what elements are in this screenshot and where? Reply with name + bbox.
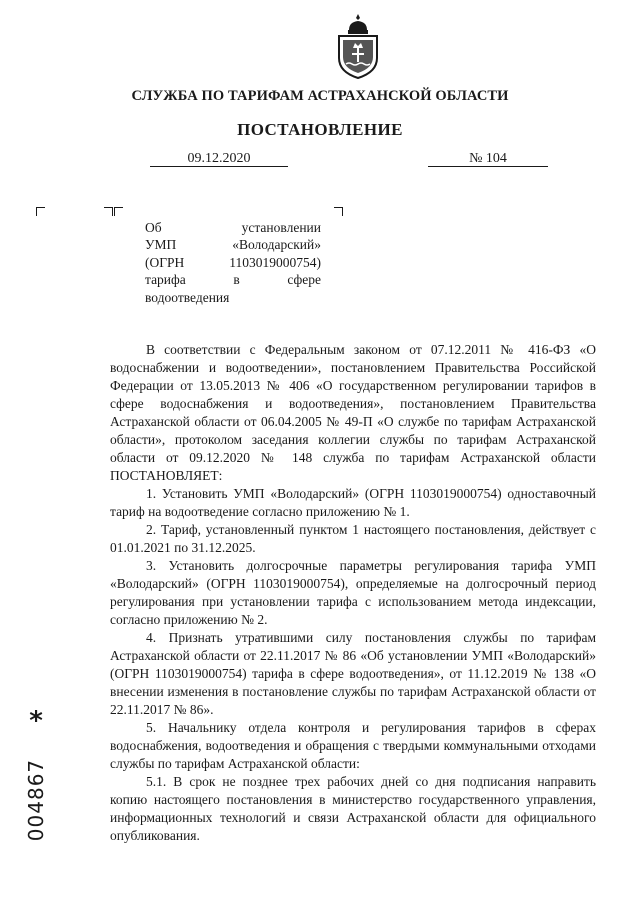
- subject-line: тарифа в сфере: [145, 272, 321, 288]
- document-type-title: ПОСТАНОВЛЕНИЕ: [237, 120, 403, 139]
- asterisk-mark: *: [29, 706, 43, 736]
- corner-mark-subject-left: [104, 207, 113, 216]
- corner-mark-subject-right: [334, 207, 343, 216]
- clause-3: 3. Установить долгосрочные параметры регулирования тарифа УМП «Володарский» (ОГРН 1103019000754), определяемые на долгосрочный период регулирования при установлении тарифа с использованием метода индексации, согласно приложению № 2.: [110, 558, 596, 627]
- organization-name: СЛУЖБА ПО ТАРИФАМ АСТРАХАНСКОЙ ОБЛАСТИ: [131, 88, 509, 104]
- subject-line: УМП «Володарский»: [145, 237, 321, 253]
- document-number: № 104: [428, 152, 548, 167]
- subject-line: водоотведения: [145, 289, 230, 305]
- registration-code: 004867: [24, 758, 48, 842]
- clause-5: 5. Начальнику отдела контроля и регулирования тарифов в сферах водоснабжения, водоотведения и обращения с твердыми коммунальными отходами службы по тарифам Астраханской области:: [110, 720, 596, 771]
- subject-line: Об установлении: [145, 220, 321, 235]
- corner-mark-left: [36, 207, 45, 216]
- document-date: 09.12.2020: [150, 152, 288, 167]
- clause-5-1: 5.1. В срок не позднее трех рабочих дней со дня подписания направить копию настоящего постановления в министерство государственного управления, информационных технологий и связи Астраханской области для официального опубликования.: [110, 774, 596, 843]
- preamble-paragraph: В соответствии с Федеральным законом от 07.12.2011 № 416-ФЗ «О водоснабжении и водоотведении», постановлением Правительства Российской Федерации от 13.05.2013 № 406 «О государственном регулировании тарифов в сфере водоснабжения и водоотведения», постановлением Правительства Астраханской области от 06.04.2005 № 49-П «О службе по тарифам Астраханской области», протоколом заседания коллегии службы по тарифам Астраханской области от 09.12.2020 № 148 служба по тарифам Астраханской области ПОСТАНОВЛЯЕТ:: [110, 342, 596, 483]
- corner-mark-subject-left-2: [114, 207, 123, 216]
- registration-stamp: [24, 708, 48, 858]
- coat-of-arms-icon: [333, 12, 383, 80]
- clause-4: 4. Признать утратившими силу постановления службы по тарифам Астраханской области от 22.11.2017 № 86 «Об установлении УМП «Володарский» (ОГРН 1103019000754) тарифа в сфере водоотведения», от 11.12.2019 № 138 «О внесении изменения в постановление службы по тарифам Астраханской области от 22.11.2017 № 86».: [110, 630, 596, 717]
- document-body: [110, 341, 596, 845]
- subject-line: (ОГРН 1103019000754): [145, 254, 321, 270]
- clause-2: 2. Тариф, установленный пунктом 1 настоящего постановления, действует с 01.01.2021 по 31.12.2025.: [110, 522, 596, 555]
- clause-1: 1. Установить УМП «Володарский» (ОГРН 1103019000754) одноставочный тариф на водоотведение согласно приложению № 1.: [110, 486, 596, 519]
- document-subject: [145, 219, 321, 306]
